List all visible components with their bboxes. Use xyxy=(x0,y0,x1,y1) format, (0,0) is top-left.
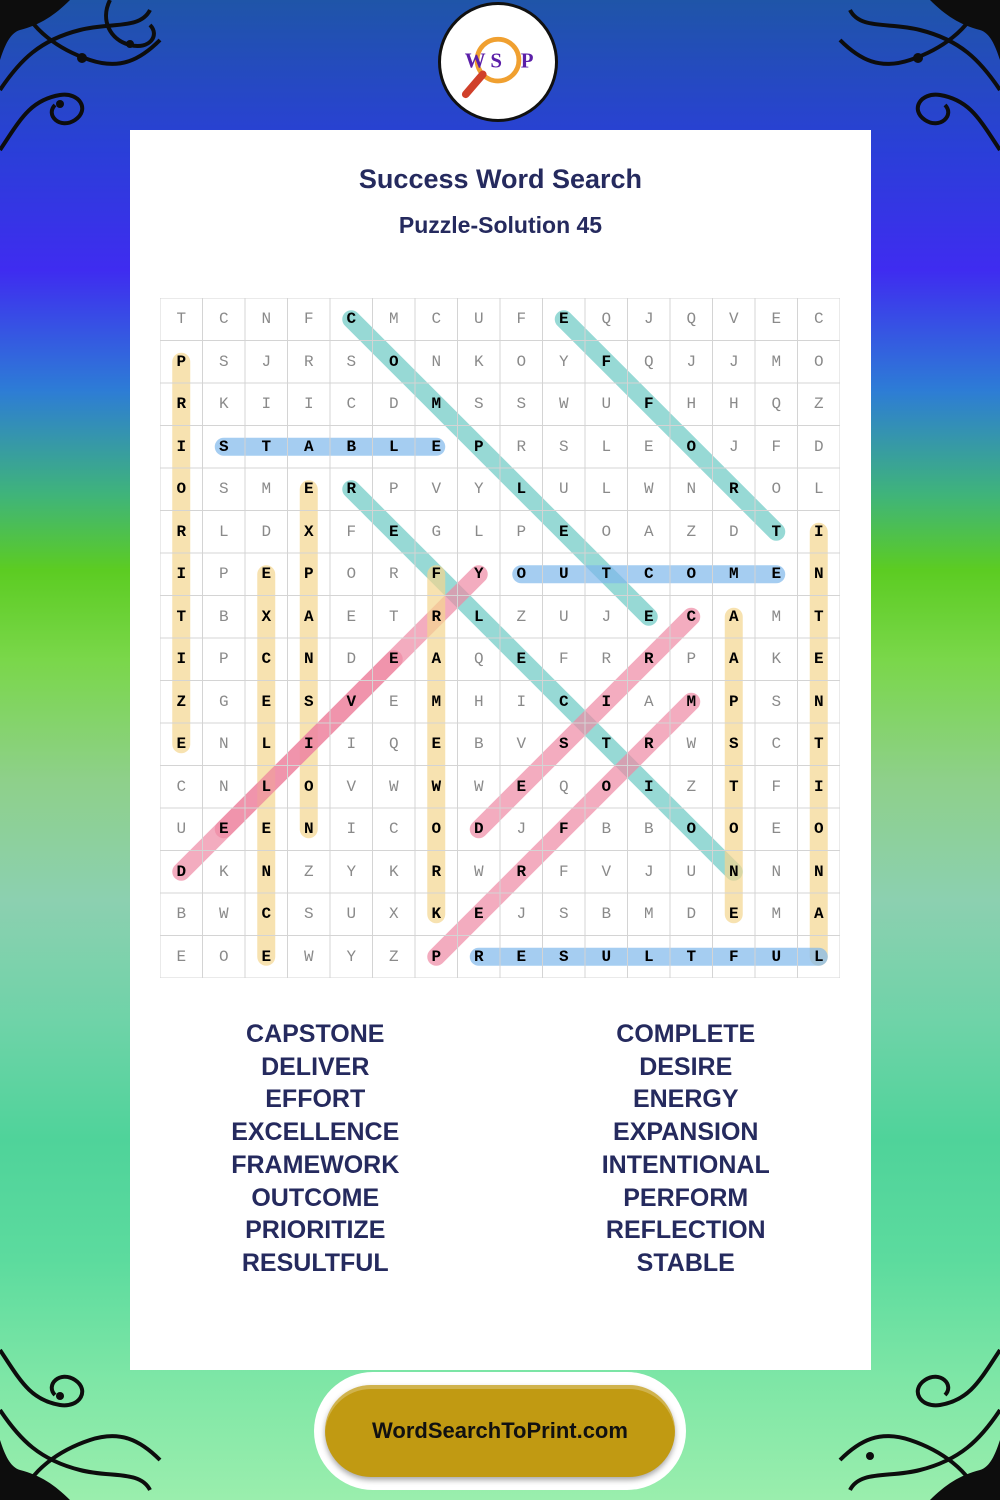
grid-cell[interactable]: W xyxy=(473,777,484,796)
grid-cell[interactable]: T xyxy=(601,565,612,584)
grid-cell[interactable]: Q xyxy=(686,310,697,329)
grid-cell[interactable]: Y xyxy=(558,352,569,371)
grid-cell[interactable]: S xyxy=(346,352,357,371)
grid-cell[interactable]: M xyxy=(686,692,697,711)
grid-cell[interactable]: B xyxy=(218,607,229,626)
grid-cell[interactable]: R xyxy=(643,735,654,754)
grid-cell[interactable]: E xyxy=(303,480,314,499)
grid-cell[interactable]: I xyxy=(261,395,272,414)
grid-cell[interactable]: C xyxy=(176,777,187,796)
grid-cell[interactable]: S xyxy=(558,437,569,456)
grid-cell[interactable]: E xyxy=(516,947,527,966)
grid-cell[interactable]: A xyxy=(728,607,739,626)
grid-cell[interactable]: L xyxy=(643,947,654,966)
grid-cell[interactable]: N xyxy=(431,352,442,371)
grid-cell[interactable]: Z xyxy=(303,862,314,881)
grid-cell[interactable]: C xyxy=(813,310,824,329)
grid-cell[interactable]: I xyxy=(303,395,314,414)
grid-cell[interactable]: D xyxy=(346,650,357,669)
grid-cell[interactable]: D xyxy=(473,820,484,839)
grid-cell[interactable]: B xyxy=(176,905,187,924)
grid-cell[interactable]: F xyxy=(771,437,782,456)
grid-cell[interactable]: N xyxy=(303,650,314,669)
grid-cell[interactable]: M xyxy=(261,480,272,499)
grid-cell[interactable]: E xyxy=(558,522,569,541)
grid-cell[interactable]: Q xyxy=(558,777,569,796)
grid-cell[interactable]: I xyxy=(346,735,357,754)
grid-cell[interactable]: P xyxy=(176,352,187,371)
grid-cell[interactable]: Q xyxy=(473,650,484,669)
grid-cell[interactable]: J xyxy=(686,352,697,371)
grid-cell[interactable]: C xyxy=(558,692,569,711)
grid-cell[interactable]: O xyxy=(686,820,697,839)
grid-cell[interactable]: X xyxy=(303,522,314,541)
grid-cell[interactable]: F xyxy=(558,820,569,839)
grid-cell[interactable]: O xyxy=(686,565,697,584)
grid-cell[interactable]: Z xyxy=(388,947,399,966)
grid-cell[interactable]: M xyxy=(771,607,782,626)
grid-cell[interactable]: S xyxy=(473,395,484,414)
grid-cell[interactable]: T xyxy=(813,607,824,626)
grid-cell[interactable]: F xyxy=(643,395,654,414)
grid-cell[interactable]: D xyxy=(176,862,187,881)
grid-cell[interactable]: V xyxy=(431,480,442,499)
site-link-button[interactable]: WordSearchToPrint.com xyxy=(325,1385,675,1477)
grid-cell[interactable]: I xyxy=(176,650,187,669)
grid-cell[interactable]: Z xyxy=(176,692,187,711)
grid-cell[interactable]: T xyxy=(771,522,782,541)
grid-cell[interactable]: F xyxy=(558,650,569,669)
grid-cell[interactable]: S xyxy=(558,905,569,924)
grid-cell[interactable]: K xyxy=(431,905,442,924)
grid-cell[interactable]: U xyxy=(601,395,612,414)
word-list-item: EFFORT xyxy=(265,1085,366,1114)
grid-cell[interactable]: F xyxy=(728,947,739,966)
grid-cell[interactable]: E xyxy=(813,650,824,669)
grid-cell[interactable]: E xyxy=(388,692,399,711)
grid-cell[interactable]: E xyxy=(771,565,782,584)
grid-cell[interactable]: L xyxy=(473,607,484,626)
grid-cell[interactable]: I xyxy=(303,735,314,754)
grid-cell[interactable]: E xyxy=(261,820,272,839)
grid-cell[interactable]: F xyxy=(771,777,782,796)
grid-cell[interactable]: V xyxy=(516,735,527,754)
grid-cell[interactable]: O xyxy=(516,565,527,584)
grid-cell[interactable]: O xyxy=(813,352,824,371)
grid-cell[interactable]: O xyxy=(813,820,824,839)
grid-cell[interactable]: I xyxy=(176,565,187,584)
grid-cell[interactable]: E xyxy=(516,777,527,796)
grid-cell[interactable]: K xyxy=(771,650,782,669)
grid-cell[interactable]: W xyxy=(473,862,484,881)
word-list-item: ENERGY xyxy=(632,1085,739,1114)
grid-cell[interactable]: Y xyxy=(473,480,484,499)
grid-cell[interactable]: D xyxy=(686,905,697,924)
grid-cell[interactable]: V xyxy=(346,692,357,711)
grid-cell[interactable]: P xyxy=(473,437,484,456)
grid-cell[interactable]: L xyxy=(218,522,229,541)
grid-cell[interactable]: E xyxy=(771,820,782,839)
grid-cell[interactable]: S xyxy=(218,352,229,371)
grid-cell[interactable]: Q xyxy=(601,310,612,329)
grid-cell[interactable]: O xyxy=(601,777,612,796)
word-list-item: PRIORITIZE xyxy=(245,1216,386,1245)
word-list-item: PERFORM xyxy=(623,1183,749,1212)
grid-cell[interactable]: N xyxy=(813,565,824,584)
grid-cell[interactable]: P xyxy=(516,522,527,541)
grid-cell[interactable]: S xyxy=(516,395,527,414)
grid-cell[interactable]: G xyxy=(218,692,229,711)
grid-cell[interactable]: P xyxy=(303,565,314,584)
grid-cell[interactable]: W xyxy=(303,947,314,966)
grid-cell[interactable]: J xyxy=(728,352,739,371)
grid-cell[interactable]: O xyxy=(346,565,357,584)
grid-cell[interactable]: N xyxy=(728,862,739,881)
grid-cell[interactable]: M xyxy=(431,692,442,711)
grid-cell[interactable]: F xyxy=(558,862,569,881)
word-list-item: OUTCOME xyxy=(251,1183,380,1212)
word-list-left xyxy=(130,1018,501,1280)
grid-cell[interactable]: E xyxy=(558,310,569,329)
grid-cell[interactable]: I xyxy=(813,522,824,541)
grid-cell[interactable]: S xyxy=(303,692,314,711)
grid-cell[interactable]: P xyxy=(686,650,697,669)
grid-cell[interactable]: A xyxy=(431,650,442,669)
grid-cell[interactable]: W xyxy=(558,395,569,414)
grid-cell[interactable]: U xyxy=(346,905,357,924)
grid-cell[interactable]: J xyxy=(516,905,527,924)
grid-cell[interactable]: M xyxy=(643,905,654,924)
grid-cell[interactable]: N xyxy=(813,862,824,881)
word-list-item: CAPSTONE xyxy=(246,1020,385,1048)
grid-cell[interactable]: I xyxy=(516,692,527,711)
grid-cell[interactable]: Y xyxy=(346,947,357,966)
grid-cell[interactable]: C xyxy=(643,565,654,584)
grid-cell[interactable]: W xyxy=(388,777,399,796)
grid-cell[interactable]: O xyxy=(303,777,314,796)
grid-cell[interactable]: S xyxy=(771,692,782,711)
grid-cell[interactable]: E xyxy=(431,735,442,754)
grid-cell[interactable]: J xyxy=(516,820,527,839)
grid-cell[interactable]: A xyxy=(728,650,739,669)
grid-cell[interactable]: K xyxy=(388,862,399,881)
grid-cell[interactable]: U xyxy=(558,607,569,626)
word-list-right xyxy=(501,1018,872,1280)
grid-cell[interactable]: V xyxy=(728,310,739,329)
grid-cell[interactable]: V xyxy=(601,862,612,881)
word-grid xyxy=(160,298,840,978)
grid-cell[interactable]: R xyxy=(346,480,357,499)
grid-cell[interactable]: E xyxy=(176,947,187,966)
grid-cell[interactable]: T xyxy=(601,735,612,754)
grid-cell[interactable]: T xyxy=(813,735,824,754)
grid-cell[interactable]: H xyxy=(728,395,739,414)
grid-cell[interactable]: E xyxy=(643,607,654,626)
grid-cell[interactable]: H xyxy=(473,692,484,711)
grid-cell[interactable]: M xyxy=(771,352,782,371)
grid-cell[interactable]: S xyxy=(218,480,229,499)
grid-cell[interactable]: W xyxy=(643,480,654,499)
word-list-item: DESIRE xyxy=(639,1052,733,1081)
grid-cell[interactable]: S xyxy=(558,735,569,754)
grid-cell[interactable]: D xyxy=(261,522,272,541)
grid-cell[interactable]: U xyxy=(558,480,569,499)
grid-cell[interactable]: G xyxy=(431,522,442,541)
grid-cell[interactable]: R xyxy=(431,862,442,881)
grid-cell[interactable]: N xyxy=(686,480,697,499)
word-list-item: COMPLETE xyxy=(616,1020,756,1048)
grid-cell[interactable]: E xyxy=(218,820,229,839)
grid-cell[interactable]: O xyxy=(388,352,399,371)
grid-cell[interactable]: I xyxy=(601,692,612,711)
grid-cell[interactable]: O xyxy=(431,820,442,839)
word-list-item: STABLE xyxy=(636,1248,735,1277)
grid-cell[interactable]: I xyxy=(176,437,187,456)
svg-text:P: P xyxy=(520,48,534,73)
grid-cell[interactable]: R xyxy=(303,352,314,371)
grid-cell[interactable]: E xyxy=(431,437,442,456)
grid-cell[interactable]: O xyxy=(601,522,612,541)
grid-cell[interactable]: S xyxy=(558,947,569,966)
grid-cell[interactable]: E xyxy=(728,905,739,924)
word-list xyxy=(130,1018,871,1280)
page-subtitle: Puzzle-Solution 45 xyxy=(398,212,603,238)
grid-cell[interactable]: U xyxy=(686,862,697,881)
grid-cell[interactable]: F xyxy=(346,522,357,541)
grid-cell[interactable]: R xyxy=(516,437,527,456)
grid-cell[interactable]: T xyxy=(176,607,187,626)
grid-cell[interactable]: T xyxy=(261,437,272,456)
grid-cell[interactable]: N xyxy=(218,735,229,754)
grid-cell[interactable]: X xyxy=(388,905,399,924)
grid-cell[interactable]: L xyxy=(473,522,484,541)
grid-cell[interactable]: N xyxy=(771,862,782,881)
grid-cell[interactable]: O xyxy=(218,947,229,966)
grid-cell[interactable]: Z xyxy=(516,607,527,626)
grid-cell[interactable]: R xyxy=(643,650,654,669)
grid-cell[interactable]: U xyxy=(558,565,569,584)
grid-cell[interactable]: U xyxy=(473,310,484,329)
grid-cell[interactable]: O xyxy=(176,480,187,499)
word-list-item: FRAMEWORK xyxy=(231,1150,400,1179)
word-list-item: INTENTIONAL xyxy=(601,1150,770,1179)
grid-cell[interactable]: C xyxy=(686,607,697,626)
grid-cell[interactable]: W xyxy=(431,777,442,796)
grid-cell[interactable]: I xyxy=(813,777,824,796)
grid-cell[interactable]: N xyxy=(261,310,272,329)
grid-cell[interactable]: E xyxy=(643,437,654,456)
grid-cell[interactable]: A xyxy=(643,522,654,541)
grid-cell[interactable]: D xyxy=(388,395,399,414)
grid-cell[interactable]: K xyxy=(218,395,229,414)
grid-cell[interactable]: O xyxy=(728,820,739,839)
grid-cell[interactable]: C xyxy=(771,735,782,754)
grid-cell[interactable]: J xyxy=(601,607,612,626)
grid-cell[interactable]: E xyxy=(388,650,399,669)
grid-cell[interactable]: U xyxy=(176,820,187,839)
grid-cell[interactable]: N xyxy=(261,862,272,881)
grid-cell[interactable]: Q xyxy=(643,352,654,371)
grid-cell[interactable]: A xyxy=(303,607,314,626)
grid-cell[interactable]: C xyxy=(388,820,399,839)
grid-cell[interactable]: R xyxy=(601,650,612,669)
word-list-item: EXPANSION xyxy=(613,1118,759,1147)
page-title: Success Word Search xyxy=(358,164,643,194)
grid-cell[interactable]: E xyxy=(388,522,399,541)
grid-cell[interactable]: Q xyxy=(771,395,782,414)
grid-cell[interactable]: E xyxy=(261,692,272,711)
grid-cell[interactable]: K xyxy=(473,352,484,371)
grid-cell[interactable]: T xyxy=(176,310,187,329)
grid-cell[interactable]: I xyxy=(643,777,654,796)
grid-cell[interactable]: W xyxy=(686,735,697,754)
grid-cell[interactable]: T xyxy=(686,947,697,966)
grid-cell[interactable]: J xyxy=(643,310,654,329)
grid-cell[interactable]: C xyxy=(218,310,229,329)
grid-cell[interactable]: S xyxy=(218,437,229,456)
grid-cell[interactable]: L xyxy=(516,480,527,499)
grid-cell[interactable]: E xyxy=(771,310,782,329)
grid-cell[interactable]: T xyxy=(388,607,399,626)
svg-text:W: W xyxy=(464,48,486,73)
grid-cell[interactable]: C xyxy=(431,310,442,329)
grid-cell[interactable]: A xyxy=(813,905,824,924)
grid-cell[interactable]: M xyxy=(728,565,739,584)
grid-cell[interactable]: P xyxy=(728,692,739,711)
grid-cell[interactable]: B xyxy=(643,820,654,839)
grid-cell[interactable]: V xyxy=(346,777,357,796)
grid-cell[interactable]: Q xyxy=(388,735,399,754)
grid-cell[interactable]: E xyxy=(176,735,187,754)
grid-cell[interactable]: W xyxy=(218,905,229,924)
grid-cell[interactable]: N xyxy=(303,820,314,839)
grid-cell[interactable]: F xyxy=(516,310,527,329)
grid-cell[interactable]: P xyxy=(431,947,442,966)
grid-cell[interactable]: F xyxy=(431,565,442,584)
grid-cell[interactable]: R xyxy=(176,522,187,541)
grid-cell[interactable]: E xyxy=(346,607,357,626)
grid-cell[interactable]: X xyxy=(261,607,272,626)
grid-cell[interactable]: O xyxy=(516,352,527,371)
grid-cell[interactable]: P xyxy=(388,480,399,499)
grid-cell[interactable]: L xyxy=(601,480,612,499)
grid-cell[interactable]: B xyxy=(346,437,357,456)
grid-cell[interactable]: P xyxy=(218,565,229,584)
grid-cell[interactable]: U xyxy=(601,947,612,966)
grid-cell[interactable]: L xyxy=(388,437,399,456)
grid-cell[interactable]: R xyxy=(728,480,739,499)
grid-cell[interactable]: E xyxy=(261,565,272,584)
grid-cell[interactable]: Y xyxy=(346,862,357,881)
footer-pill xyxy=(314,1372,686,1490)
grid-cell[interactable]: C xyxy=(346,395,357,414)
grid-cell[interactable]: C xyxy=(261,905,272,924)
site-logo[interactable] xyxy=(438,2,558,122)
grid-cell[interactable]: L xyxy=(813,947,824,966)
grid-cell[interactable]: Z xyxy=(686,522,697,541)
grid-cell[interactable]: I xyxy=(346,820,357,839)
grid-cell[interactable]: Z xyxy=(813,395,824,414)
grid-cell[interactable]: L xyxy=(261,777,272,796)
grid-cell[interactable]: L xyxy=(601,437,612,456)
grid-cell[interactable]: F xyxy=(303,310,314,329)
grid-cell[interactable]: J xyxy=(643,862,654,881)
grid-cell[interactable]: N xyxy=(218,777,229,796)
grid-cell[interactable]: M xyxy=(431,395,442,414)
grid-cell[interactable]: O xyxy=(771,480,782,499)
grid-cell[interactable]: N xyxy=(813,692,824,711)
grid-cell[interactable]: M xyxy=(771,905,782,924)
word-list-item: RESULTFUL xyxy=(241,1248,389,1277)
grid-cell[interactable]: Z xyxy=(686,777,697,796)
word-list-item: REFLECTION xyxy=(605,1216,766,1245)
grid-cell[interactable]: T xyxy=(728,777,739,796)
grid-cell[interactable]: H xyxy=(686,395,697,414)
grid-cell[interactable]: C xyxy=(346,310,357,329)
svg-text:S: S xyxy=(490,48,503,73)
grid-cell[interactable]: J xyxy=(728,437,739,456)
grid-cell[interactable]: B xyxy=(601,820,612,839)
grid-cell[interactable]: S xyxy=(303,905,314,924)
grid-cell[interactable]: D xyxy=(813,437,824,456)
grid-cell[interactable]: E xyxy=(261,947,272,966)
grid-cell[interactable]: L xyxy=(261,735,272,754)
grid-cell[interactable]: B xyxy=(601,905,612,924)
word-list-item: DELIVER xyxy=(261,1052,370,1081)
grid-cell[interactable]: J xyxy=(261,352,272,371)
grid-cell[interactable]: R xyxy=(516,862,527,881)
grid-cell[interactable]: R xyxy=(473,947,484,966)
grid-cell[interactable]: Y xyxy=(473,565,484,584)
grid-cell[interactable]: E xyxy=(516,650,527,669)
grid-cell[interactable]: C xyxy=(261,650,272,669)
grid-cell[interactable]: L xyxy=(813,480,824,499)
grid-cell[interactable]: K xyxy=(218,862,229,881)
grid-cell[interactable]: M xyxy=(388,310,399,329)
word-list-item: EXCELLENCE xyxy=(231,1118,400,1147)
grid-cell[interactable]: R xyxy=(176,395,187,414)
grid-cell[interactable]: E xyxy=(473,905,484,924)
grid-cell[interactable]: A xyxy=(303,437,314,456)
grid-cell[interactable]: F xyxy=(601,352,612,371)
grid-cell[interactable]: O xyxy=(686,437,697,456)
grid-cell[interactable]: D xyxy=(728,522,739,541)
grid-cell[interactable]: P xyxy=(218,650,229,669)
grid-cell[interactable]: R xyxy=(431,607,442,626)
grid-cell[interactable]: U xyxy=(771,947,782,966)
puzzle-sheet xyxy=(130,130,871,1370)
grid-cell[interactable]: R xyxy=(388,565,399,584)
grid-cell[interactable]: S xyxy=(728,735,739,754)
grid-cell[interactable]: A xyxy=(643,692,654,711)
grid-cell[interactable]: B xyxy=(473,735,484,754)
